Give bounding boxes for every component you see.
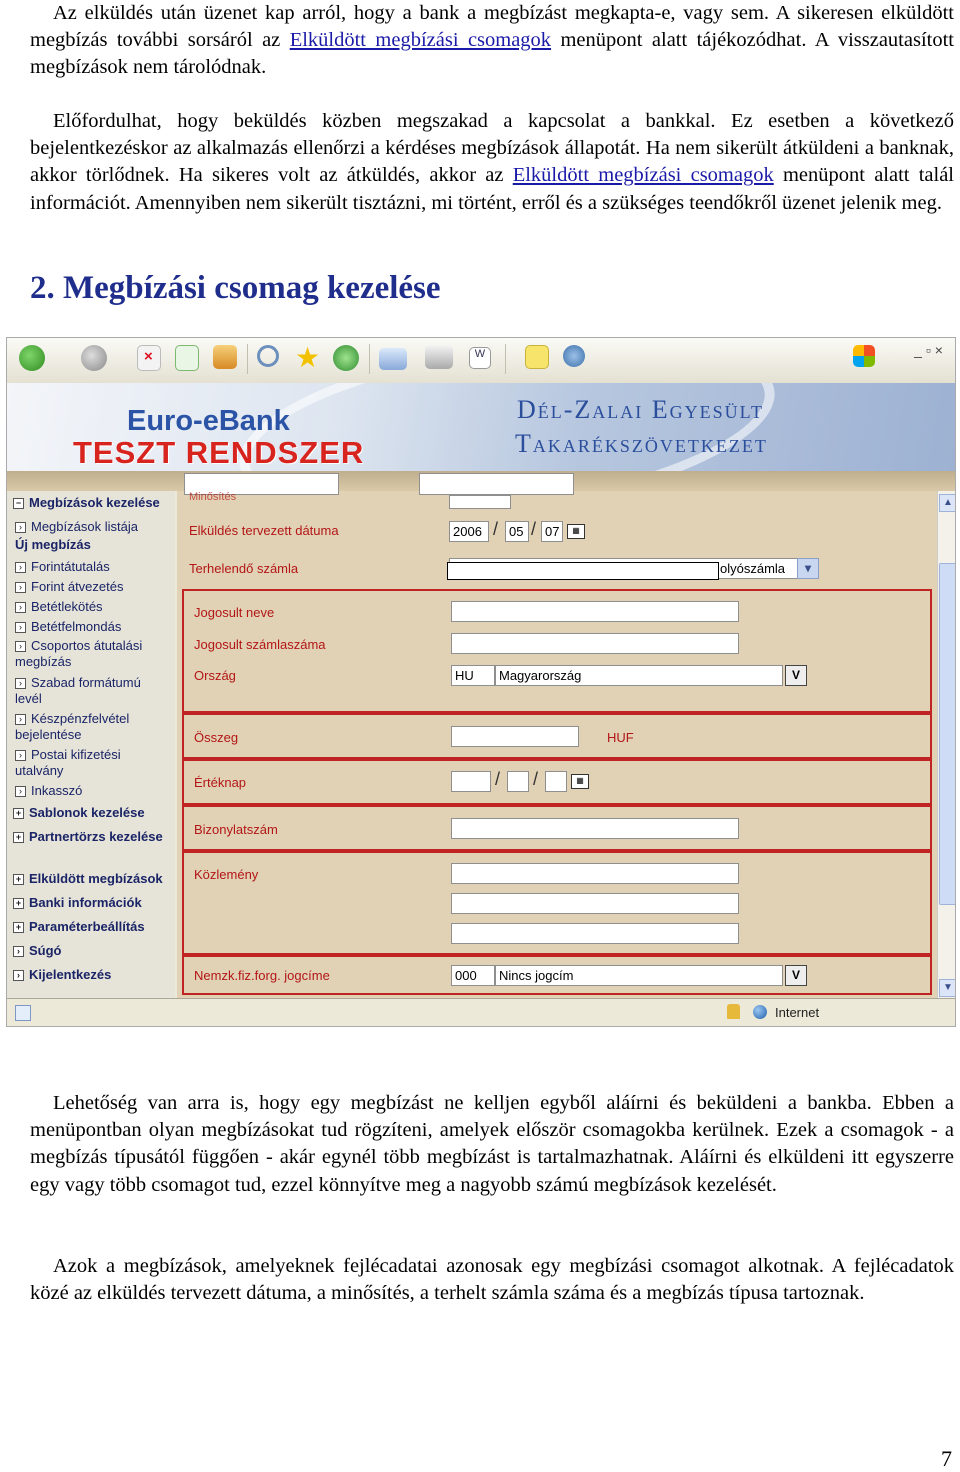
p4-text: Azok a megbízások, amelyeknek fejlécadatai azonosak egy megbízási csomagot alkotnak. A fejlécadatok közé az elküldés tervezett dátuma, a minősítés, a terhelt számla száma és a megbízás típusa tartoznak. xyxy=(30,1255,954,1305)
sidebar-item-free-letter[interactable] xyxy=(15,675,170,707)
legal-title-label: Nemzk.fiz.forg. jogcíme xyxy=(194,968,330,983)
country-name-field[interactable]: Magyarország xyxy=(495,665,783,686)
sidebar-item-label: Banki információk xyxy=(29,895,142,910)
sidebar-item-collection[interactable] xyxy=(15,783,82,799)
date-separator: / xyxy=(531,519,537,539)
debit-account-select[interactable]: olyószámla xyxy=(449,558,819,579)
overlay-box-2 xyxy=(419,473,574,495)
sidebar-item-deposit-cancel[interactable] xyxy=(15,619,121,635)
scroll-up-icon[interactable]: ▲ xyxy=(939,494,956,512)
p3-text: Lehetőség van arra is, hogy egy megbízást ne kelljen egyből aláírni és beküldeni a bankba. Ebben a menüpontban olyan megbízásokat tud rögzíteni, amelyek először csomagokba kerülnek. Ezek a csomagok - a megbízás típusától függően - akár egynél több megbízást is tartalmazhatnak. Aláírni és elküldeni itt egyszerre egy vagy több csomagot tud, ezzel könnyítve meg a nagyobb számú megbízások kezelését. xyxy=(30,1092,954,1196)
p2-text-a: Előfordulhat, hogy beküldés közben megszakad a kapcsolat a bankkal. Ez esetben a következő bejelentkezéskor az alkalmazás ellenőrzi a kérdéses megbízások állapotát. Ha nem sikerült átküldeni a banknak, akkor törlődnek. Ha sikeres volt az átküldés, akkor az xyxy=(30,110,954,187)
amount-label: Összeg xyxy=(194,730,239,745)
sidebar-item-label: Paraméterbeállítás xyxy=(29,919,145,934)
sidebar-item-label: Inkasszó xyxy=(31,783,83,798)
bank-name-line2: Takarékszövetkezet xyxy=(515,429,768,458)
p1-text-a: Az elküldés után üzenet kap arról, hogy a bank a megbízást megkapta-e, vagy sem. A sikeresen elküldött megbízás további sorsáról az xyxy=(30,2,954,52)
bullet-icon: › xyxy=(13,946,24,957)
send-date-label: Elküldés tervezett dátuma xyxy=(189,523,339,538)
intro-paragraph-2 xyxy=(30,108,954,217)
send-date-year[interactable]: 2006 xyxy=(449,521,489,542)
sidebar-item-huf-internal[interactable] xyxy=(15,579,124,595)
history-icon[interactable] xyxy=(333,345,359,371)
sidebar-item-cash-withdrawal[interactable] xyxy=(15,711,170,743)
print-icon[interactable] xyxy=(425,345,453,369)
body-paragraph-3 xyxy=(30,1090,954,1199)
sidebar-item-label: Forintátutalás xyxy=(31,559,110,574)
back-icon[interactable] xyxy=(19,345,45,371)
sidebar-item-label: Szabad formátumú levél xyxy=(15,675,141,706)
sidebar-item-logout[interactable] xyxy=(13,967,111,983)
sidebar-item-label: Postai kifizetési utalvány xyxy=(15,747,121,778)
amount-input[interactable] xyxy=(451,726,579,747)
messenger-icon[interactable] xyxy=(563,345,585,367)
toolbar-separator xyxy=(247,344,248,374)
send-date-day[interactable]: 07 xyxy=(541,521,563,542)
bullet-icon: › xyxy=(15,750,26,761)
app-screenshot xyxy=(6,337,956,1027)
classification-field[interactable] xyxy=(449,495,511,509)
sidebar-item-help[interactable] xyxy=(13,943,62,959)
section-heading: 2. Megbízási csomag kezelése xyxy=(30,270,441,306)
stop-icon[interactable]: × xyxy=(137,345,161,371)
memo-line-3[interactable] xyxy=(451,923,739,944)
scroll-thumb[interactable] xyxy=(939,563,956,905)
sidebar-item-templates[interactable] xyxy=(13,805,145,821)
collapse-icon: − xyxy=(13,498,24,509)
sidebar-item-label: Megbízások listája xyxy=(31,519,138,534)
value-date-month[interactable] xyxy=(507,771,529,792)
search-icon[interactable] xyxy=(257,345,279,367)
sidebar-item-label: Sablonok kezelése xyxy=(29,805,145,820)
debit-account-label: Terhelendő számla xyxy=(189,561,299,576)
expand-icon: + xyxy=(13,832,24,843)
order-form xyxy=(177,491,937,998)
home-icon[interactable] xyxy=(213,345,237,369)
sidebar-item-label: Betétfelmondás xyxy=(31,619,122,634)
bullet-icon: › xyxy=(15,562,26,573)
bullet-icon: › xyxy=(15,522,26,533)
value-date-day[interactable] xyxy=(545,771,567,792)
sidebar-item-sent-orders[interactable] xyxy=(13,871,163,887)
sent-packages-link-2[interactable]: Elküldött megbízási csomagok xyxy=(512,164,774,187)
sidebar-item-orders[interactable] xyxy=(13,495,160,511)
bullet-icon: › xyxy=(15,641,26,652)
sidebar-item-label: Készpénzfelvétel bejelentése xyxy=(15,711,130,742)
browser-toolbar xyxy=(7,338,955,384)
country-code-field[interactable]: HU xyxy=(451,665,495,686)
bullet-icon: › xyxy=(15,786,26,797)
bullet-icon: › xyxy=(15,714,26,725)
sidebar-item-label: Elküldött megbízások xyxy=(29,871,163,886)
sent-packages-link-1[interactable]: Elküldött megbízási csomagok xyxy=(289,29,552,52)
sidebar-item-label: Betétlekötés xyxy=(31,599,103,614)
send-date-month[interactable]: 05 xyxy=(505,521,529,542)
sidebar-item-bank-info[interactable] xyxy=(13,895,142,911)
legal-name-field[interactable]: Nincs jogcím xyxy=(495,965,783,986)
payee-account-input[interactable] xyxy=(451,633,739,654)
p2-text-b: menüpont alatt talál információt. Amennyiben nem sikerült tisztázni, mi történt, erről és a szükséges teendőkről üzenet jelenik meg. xyxy=(30,164,954,214)
status-bar xyxy=(7,998,955,1027)
payee-name-input[interactable] xyxy=(451,601,739,622)
doc-number-label: Bizonylatszám xyxy=(194,822,278,837)
sidebar-item-label: Új megbízás xyxy=(15,537,91,552)
p1-text-b: menüpont alatt tájékozódhat. A visszautasított megbízások nem tárolódnak. xyxy=(30,29,954,79)
expand-icon: + xyxy=(13,874,24,885)
calendar-icon[interactable]: ▦ xyxy=(571,774,589,789)
date-separator: / xyxy=(495,769,501,789)
brand-title: Euro-eBank xyxy=(127,405,290,437)
sidebar-item-postal-voucher[interactable] xyxy=(15,747,170,779)
window-controls[interactable]: _▫× xyxy=(914,342,947,358)
date-separator: / xyxy=(533,769,539,789)
mail-icon[interactable] xyxy=(379,348,407,370)
body-paragraph-4 xyxy=(30,1253,954,1307)
memo-line-2[interactable] xyxy=(451,893,739,914)
sidebar-item-group-transfer[interactable] xyxy=(15,638,170,670)
country-dropdown-button[interactable]: V xyxy=(785,665,807,686)
vertical-scrollbar[interactable] xyxy=(937,491,956,998)
sidebar-item-label: Csoportos átutalási megbízás xyxy=(15,638,143,669)
sidebar-item-partners[interactable] xyxy=(13,829,168,845)
bullet-icon: › xyxy=(15,678,26,689)
calendar-icon[interactable]: ▦ xyxy=(567,524,585,539)
payee-account-label: Jogosult számlaszáma xyxy=(194,637,326,652)
sidebar-item-new-order[interactable] xyxy=(15,537,91,553)
favorites-icon[interactable]: ★ xyxy=(295,342,321,373)
sidebar-item-huf-transfer[interactable] xyxy=(15,559,110,575)
forward-icon[interactable] xyxy=(81,345,107,371)
bullet-icon: › xyxy=(15,582,26,593)
value-date-label: Értéknap xyxy=(194,775,247,790)
intro-paragraph-1 xyxy=(30,0,954,82)
bank-banner xyxy=(7,383,955,471)
sidebar-item-label: Forint átvezetés xyxy=(31,579,124,594)
classification-label: Minősítés xyxy=(189,491,237,503)
bullet-icon: › xyxy=(13,970,24,981)
expand-icon: + xyxy=(13,898,24,909)
date-separator: / xyxy=(493,519,499,539)
security-zone-label: Internet xyxy=(775,1005,820,1020)
page-status-icon xyxy=(15,1005,31,1021)
globe-icon xyxy=(753,1005,767,1019)
toolbar-separator xyxy=(369,344,370,374)
country-label: Ország xyxy=(194,668,236,683)
expand-icon: + xyxy=(13,922,24,933)
refresh-icon[interactable] xyxy=(175,345,199,371)
brand-subtitle: TESZT RENDSZER xyxy=(73,435,365,470)
value-date-year[interactable] xyxy=(451,771,491,792)
bullet-icon: › xyxy=(15,622,26,633)
toolbar-separator xyxy=(505,344,506,374)
legal-code-field[interactable]: 000 xyxy=(451,965,495,986)
payee-name-label: Jogosult neve xyxy=(194,605,275,620)
account-dropdown-button[interactable]: ▾ xyxy=(797,558,819,579)
sidebar-item-label: Partnertörzs kezelése xyxy=(29,829,163,844)
lock-icon xyxy=(727,1004,740,1019)
word-edit-icon[interactable]: W xyxy=(469,347,491,369)
memo-line-1[interactable] xyxy=(451,863,739,884)
notes-icon[interactable] xyxy=(525,345,549,369)
sidebar-item-deposit[interactable] xyxy=(15,599,103,615)
sidebar-item-label: Megbízások kezelése xyxy=(29,495,160,510)
sidebar-item-label: Kijelentkezés xyxy=(29,967,112,982)
bullet-icon: › xyxy=(15,602,26,613)
currency-label: HUF xyxy=(607,730,634,745)
bank-name-line1: Dél-Zalai Egyesült xyxy=(517,395,765,424)
sidebar-item-order-list[interactable] xyxy=(15,519,138,535)
expand-icon: + xyxy=(13,808,24,819)
doc-number-input[interactable] xyxy=(451,818,739,839)
sidebar-item-label: Súgó xyxy=(29,943,62,958)
memo-label: Közlemény xyxy=(194,867,259,882)
scroll-down-icon[interactable]: ▼ xyxy=(939,979,956,997)
debit-account-overlay xyxy=(447,562,719,580)
page-number: 7 xyxy=(941,1446,952,1471)
windows-logo-icon xyxy=(853,345,875,367)
sidebar-menu xyxy=(7,491,175,998)
sidebar-item-settings[interactable] xyxy=(13,919,145,935)
legal-dropdown-button[interactable]: V xyxy=(785,965,807,986)
